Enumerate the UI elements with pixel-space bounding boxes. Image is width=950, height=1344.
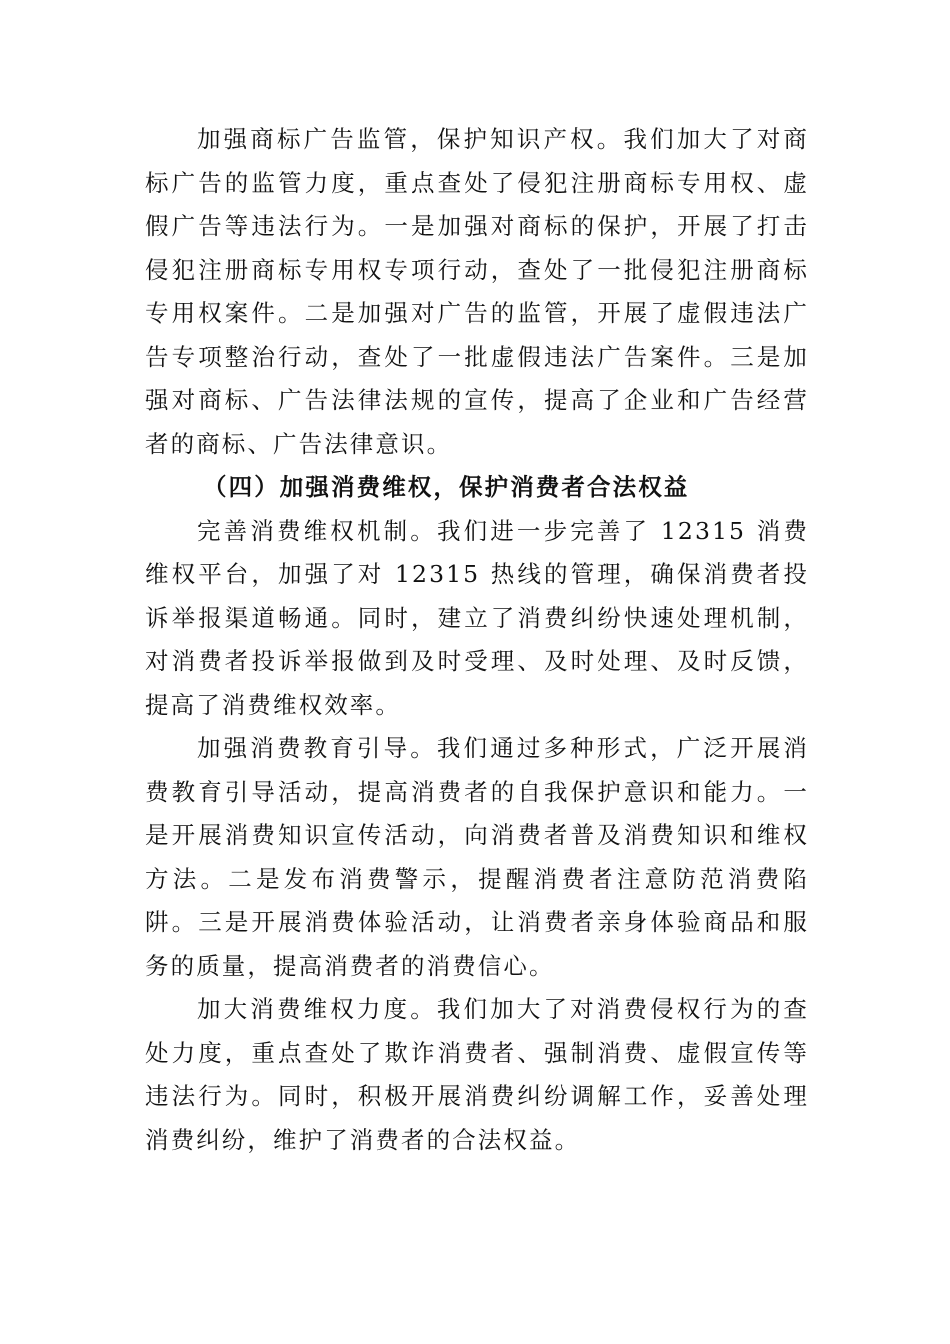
paragraph-consumer-rights-mechanism: 完善消费维权机制。我们进一步完善了 12315 消费维权平台，加强了对 12315 热线的管理，确保消费者投诉举报渠道畅通。同时，建立了消费纠纷快速处理机制，对消费者投诉举报做到及时受理、及时处理、及时反馈，提高了消费维权效率。 (145, 516, 809, 719)
section-heading-consumer-rights: （四）加强消费维权，保护消费者合法权益 (203, 473, 690, 501)
paragraph-consumer-education: 加强消费教育引导。我们通过多种形式，广泛开展消费教育引导活动，提高消费者的自我保护意识和能力。一是开展消费知识宣传活动，向消费者普及消费知识和维权方法。二是发布消费警示，提醒消费者注意防范消费陷阱。三是开展消费体验活动，让消费者亲身体验商品和服务的质量，提高消费者的消费信心。 (145, 734, 809, 980)
document-page (145, 118, 809, 1162)
paragraph-consumer-enforcement: 加大消费维权力度。我们加大了对消费侵权行为的查处力度，重点查处了欺诈消费者、强制消费、虚假宣传等违法行为。同时，积极开展消费纠纷调解工作，妥善处理消费纠纷，维护了消费者的合法权益。 (145, 995, 809, 1154)
paragraph-trademark-advertising: 加强商标广告监管，保护知识产权。我们加大了对商标广告的监管力度，重点查处了侵犯注册商标专用权、虚假广告等违法行为。一是加强对商标的保护，开展了打击侵犯注册商标专用权专项行动，查处了一批侵犯注册商标专用权案件。二是加强对广告的监管，开展了虚假违法广告专项整治行动，查处了一批虚假违法广告案件。三是加强对商标、广告法律法规的宣传，提高了企业和广告经营者的商标、广告法律意识。 (145, 125, 809, 458)
